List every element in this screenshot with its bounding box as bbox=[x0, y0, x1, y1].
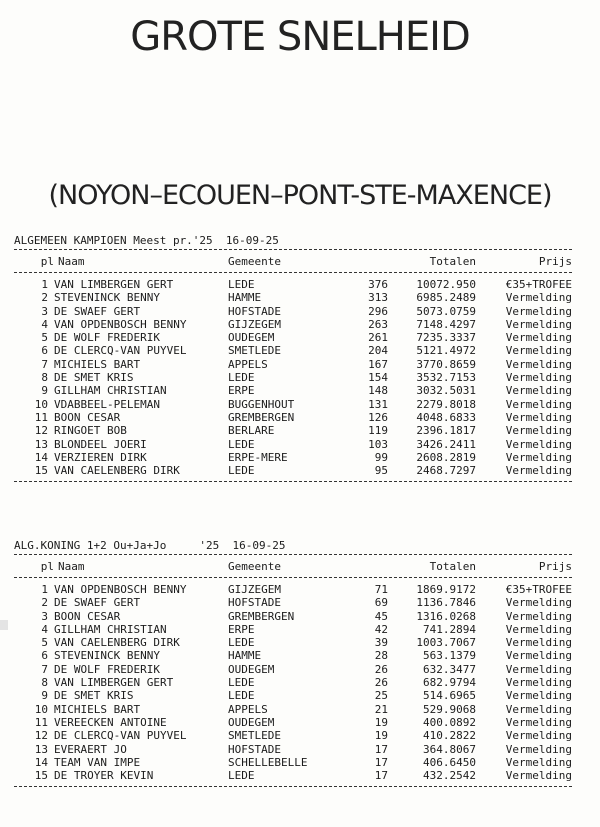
municipality-cell: LEDE bbox=[228, 437, 255, 451]
total-cell: 364.8067 bbox=[423, 742, 476, 756]
name-cell: STEVENINCK BENNY bbox=[54, 649, 160, 663]
municipality-cell: HOFSTADE bbox=[228, 742, 281, 756]
divider bbox=[14, 786, 572, 787]
count-cell: 131 bbox=[368, 397, 388, 411]
rank-cell: 15 bbox=[34, 464, 48, 478]
prize-cell: €35+TROFEE bbox=[505, 583, 572, 596]
rank-cell: 11 bbox=[34, 410, 48, 424]
rank-cell: 2 bbox=[41, 596, 48, 610]
column-header-row bbox=[14, 555, 580, 577]
prize-cell: Vermelding bbox=[505, 450, 572, 464]
name-cell: VERZIEREN DIRK bbox=[54, 450, 147, 464]
table-row bbox=[14, 438, 580, 451]
prize-cell: Vermelding bbox=[505, 596, 572, 610]
col-header-naam: Naam bbox=[58, 254, 85, 268]
table-row bbox=[14, 305, 580, 318]
name-cell: DE CLERCQ-VAN PUYVEL bbox=[54, 729, 187, 743]
name-cell: DE SWAEF GERT bbox=[54, 596, 141, 610]
table-row bbox=[14, 636, 580, 649]
rank-cell: 6 bbox=[41, 344, 48, 358]
rank-cell: 11 bbox=[34, 715, 48, 729]
table-row bbox=[14, 716, 580, 729]
count-cell: 296 bbox=[368, 304, 388, 318]
prize-cell: Vermelding bbox=[505, 636, 572, 650]
table-row bbox=[14, 596, 580, 609]
count-cell: 39 bbox=[374, 636, 388, 650]
municipality-cell: SMETLEDE bbox=[228, 344, 281, 358]
col-header-gemeente: Gemeente bbox=[228, 559, 281, 573]
prize-cell: Vermelding bbox=[505, 649, 572, 663]
col-header-totalen: Totalen bbox=[429, 254, 476, 268]
name-cell: BOON CESAR bbox=[54, 609, 121, 623]
rank-cell: 7 bbox=[41, 662, 48, 676]
prize-cell: Vermelding bbox=[505, 702, 572, 716]
total-cell: 3532.7153 bbox=[416, 371, 476, 385]
col-header-totalen: Totalen bbox=[429, 559, 476, 573]
municipality-cell: SCHELLEBELLE bbox=[228, 755, 308, 769]
rank-cell: 2 bbox=[41, 291, 48, 305]
count-cell: 26 bbox=[374, 662, 388, 676]
total-cell: 563.1379 bbox=[423, 649, 476, 663]
municipality-cell: LEDE bbox=[228, 464, 255, 478]
prize-cell: Vermelding bbox=[505, 344, 572, 358]
table-row bbox=[14, 583, 580, 596]
prize-cell: €35+TROFEE bbox=[505, 278, 572, 291]
total-cell: 406.6450 bbox=[423, 755, 476, 769]
name-cell: GILLHAM CHRISTIAN bbox=[54, 622, 167, 636]
table-row bbox=[14, 464, 580, 477]
col-header-prijs: Prijs bbox=[538, 254, 572, 268]
prize-cell: Vermelding bbox=[505, 715, 572, 729]
table-row bbox=[14, 344, 580, 357]
section-heading: ALGEMEEN KAMPIOEN Meest pr.'25 16-09-25 bbox=[14, 234, 279, 247]
col-header-pl: pl bbox=[40, 559, 54, 573]
table-row bbox=[14, 649, 580, 662]
race-route-subtitle: (NOYON–ECOUEN–PONT-STE-MAXENCE) bbox=[48, 180, 552, 211]
table-row bbox=[14, 729, 580, 742]
table-row bbox=[14, 278, 580, 291]
rank-cell: 12 bbox=[34, 424, 48, 438]
municipality-cell: APPELS bbox=[228, 357, 268, 371]
prize-cell: Vermelding bbox=[505, 464, 572, 478]
name-cell: DE TROYER KEVIN bbox=[54, 769, 154, 783]
table-row bbox=[14, 743, 580, 756]
count-cell: 95 bbox=[374, 464, 388, 478]
count-cell: 99 bbox=[374, 450, 388, 464]
total-cell: 529.9068 bbox=[423, 702, 476, 716]
total-cell: 3426.2411 bbox=[416, 437, 476, 451]
divider bbox=[14, 272, 572, 273]
total-cell: 5073.0759 bbox=[416, 304, 476, 318]
name-cell: MICHIELS BART bbox=[54, 357, 141, 371]
municipality-cell: LEDE bbox=[228, 769, 255, 783]
municipality-cell: GIJZEGEM bbox=[228, 583, 281, 596]
page-title: GROTE SNELHEID bbox=[130, 14, 470, 60]
rank-cell: 5 bbox=[41, 636, 48, 650]
total-cell: 682.9794 bbox=[423, 676, 476, 690]
prize-cell: Vermelding bbox=[505, 437, 572, 451]
total-cell: 10072.950 bbox=[416, 278, 476, 291]
name-cell: VEREECKEN ANTOINE bbox=[54, 715, 167, 729]
municipality-cell: SMETLEDE bbox=[228, 729, 281, 743]
rank-cell: 8 bbox=[41, 371, 48, 385]
total-cell: 432.2542 bbox=[423, 769, 476, 783]
count-cell: 263 bbox=[368, 317, 388, 331]
municipality-cell: LEDE bbox=[228, 689, 255, 703]
ranking-section-algemeen-kampioen bbox=[14, 233, 580, 482]
total-cell: 5121.4972 bbox=[416, 344, 476, 358]
prize-cell: Vermelding bbox=[505, 755, 572, 769]
table-row bbox=[14, 424, 580, 437]
municipality-cell: HOFSTADE bbox=[228, 304, 281, 318]
total-cell: 400.0892 bbox=[423, 715, 476, 729]
table-row bbox=[14, 676, 580, 689]
name-cell: GILLHAM CHRISTIAN bbox=[54, 384, 167, 398]
table-row bbox=[14, 663, 580, 676]
municipality-cell: OUDEGEM bbox=[228, 331, 275, 345]
name-cell: BOON CESAR bbox=[54, 410, 121, 424]
table-row bbox=[14, 398, 580, 411]
municipality-cell: GREMBERGEN bbox=[228, 609, 295, 623]
name-cell: VAN CAELENBERG DIRK bbox=[54, 464, 180, 478]
total-cell: 514.6965 bbox=[423, 689, 476, 703]
prize-cell: Vermelding bbox=[505, 331, 572, 345]
table-row bbox=[14, 610, 580, 623]
name-cell: VAN CAELENBERG DIRK bbox=[54, 636, 180, 650]
municipality-cell: GIJZEGEM bbox=[228, 317, 281, 331]
divider bbox=[14, 577, 572, 578]
municipality-cell: ERPE bbox=[228, 384, 255, 398]
count-cell: 25 bbox=[374, 689, 388, 703]
rank-cell: 3 bbox=[41, 609, 48, 623]
name-cell: RINGOET BOB bbox=[54, 424, 127, 438]
rank-cell: 5 bbox=[41, 331, 48, 345]
name-cell: DE SMET KRIS bbox=[54, 371, 134, 385]
prize-cell: Vermelding bbox=[505, 357, 572, 371]
prize-cell: Vermelding bbox=[505, 742, 572, 756]
table-row bbox=[14, 291, 580, 304]
name-cell: DE CLERCQ-VAN PUYVEL bbox=[54, 344, 187, 358]
count-cell: 28 bbox=[374, 649, 388, 663]
count-cell: 154 bbox=[368, 371, 388, 385]
prize-cell: Vermelding bbox=[505, 662, 572, 676]
total-cell: 2396.1817 bbox=[416, 424, 476, 438]
total-cell: 1003.7067 bbox=[416, 636, 476, 650]
prize-cell: Vermelding bbox=[505, 729, 572, 743]
municipality-cell: OUDEGEM bbox=[228, 715, 275, 729]
rank-cell: 14 bbox=[34, 450, 48, 464]
count-cell: 71 bbox=[374, 583, 388, 596]
total-cell: 2279.8018 bbox=[416, 397, 476, 411]
rank-cell: 10 bbox=[34, 397, 48, 411]
municipality-cell: ERPE-MERE bbox=[228, 450, 288, 464]
municipality-cell: APPELS bbox=[228, 702, 268, 716]
name-cell: DE SMET KRIS bbox=[54, 689, 134, 703]
prize-cell: Vermelding bbox=[505, 397, 572, 411]
rank-cell: 4 bbox=[41, 317, 48, 331]
rank-cell: 3 bbox=[41, 304, 48, 318]
total-cell: 6985.2489 bbox=[416, 291, 476, 305]
rank-cell: 10 bbox=[34, 702, 48, 716]
rank-cell: 7 bbox=[41, 357, 48, 371]
count-cell: 42 bbox=[374, 622, 388, 636]
ranking-table bbox=[14, 278, 580, 477]
rank-cell: 9 bbox=[41, 689, 48, 703]
table-row bbox=[14, 451, 580, 464]
total-cell: 4048.6833 bbox=[416, 410, 476, 424]
name-cell: VAN LIMBERGEN GERT bbox=[54, 676, 174, 690]
name-cell: DE WOLF FREDERIK bbox=[54, 662, 160, 676]
col-header-gemeente: Gemeente bbox=[228, 254, 281, 268]
total-cell: 7235.3337 bbox=[416, 331, 476, 345]
name-cell: DE SWAEF GERT bbox=[54, 304, 141, 318]
name-cell: TEAM VAN IMPE bbox=[54, 755, 141, 769]
table-row bbox=[14, 769, 580, 782]
count-cell: 26 bbox=[374, 676, 388, 690]
total-cell: 1869.9172 bbox=[416, 583, 476, 596]
municipality-cell: LEDE bbox=[228, 676, 255, 690]
ranking-table bbox=[14, 583, 580, 782]
table-row bbox=[14, 358, 580, 371]
count-cell: 126 bbox=[368, 410, 388, 424]
count-cell: 19 bbox=[374, 729, 388, 743]
scan-mark bbox=[0, 620, 8, 630]
table-row bbox=[14, 371, 580, 384]
municipality-cell: LEDE bbox=[228, 278, 255, 291]
table-row bbox=[14, 411, 580, 424]
prize-cell: Vermelding bbox=[505, 317, 572, 331]
prize-cell: Vermelding bbox=[505, 769, 572, 783]
table-row bbox=[14, 384, 580, 397]
name-cell: VAN OPDENBOSCH BENNY bbox=[54, 583, 187, 596]
count-cell: 148 bbox=[368, 384, 388, 398]
municipality-cell: OUDEGEM bbox=[228, 662, 275, 676]
prize-cell: Vermelding bbox=[505, 622, 572, 636]
col-header-pl: pl bbox=[40, 254, 54, 268]
name-cell: BLONDEEL JOERI bbox=[54, 437, 147, 451]
table-row bbox=[14, 623, 580, 636]
name-cell: VAN LIMBERGEN GERT bbox=[54, 278, 174, 291]
rank-cell: 1 bbox=[41, 278, 48, 291]
rank-cell: 6 bbox=[41, 649, 48, 663]
count-cell: 17 bbox=[374, 755, 388, 769]
count-cell: 17 bbox=[374, 769, 388, 783]
divider bbox=[14, 481, 572, 482]
total-cell: 7148.4297 bbox=[416, 317, 476, 331]
count-cell: 204 bbox=[368, 344, 388, 358]
count-cell: 119 bbox=[368, 424, 388, 438]
name-cell: EVERAERT JO bbox=[54, 742, 127, 756]
name-cell: VDABBEEL-PELEMAN bbox=[54, 397, 160, 411]
column-header-row bbox=[14, 250, 580, 272]
rank-cell: 14 bbox=[34, 755, 48, 769]
total-cell: 3770.8659 bbox=[416, 357, 476, 371]
municipality-cell: LEDE bbox=[228, 371, 255, 385]
municipality-cell: HOFSTADE bbox=[228, 596, 281, 610]
total-cell: 3032.5031 bbox=[416, 384, 476, 398]
count-cell: 103 bbox=[368, 437, 388, 451]
count-cell: 45 bbox=[374, 609, 388, 623]
prize-cell: Vermelding bbox=[505, 384, 572, 398]
ranking-section-alg-koning bbox=[14, 538, 580, 787]
prize-cell: Vermelding bbox=[505, 676, 572, 690]
count-cell: 167 bbox=[368, 357, 388, 371]
total-cell: 741.2894 bbox=[423, 622, 476, 636]
municipality-cell: ERPE bbox=[228, 622, 255, 636]
section-heading: ALG.KONING 1+2 Ou+Ja+Jo '25 16-09-25 bbox=[14, 539, 286, 552]
municipality-cell: BERLARE bbox=[228, 424, 275, 438]
name-cell: STEVENINCK BENNY bbox=[54, 291, 160, 305]
prize-cell: Vermelding bbox=[505, 410, 572, 424]
prize-cell: Vermelding bbox=[505, 371, 572, 385]
prize-cell: Vermelding bbox=[505, 609, 572, 623]
col-header-naam: Naam bbox=[58, 559, 85, 573]
total-cell: 632.3477 bbox=[423, 662, 476, 676]
municipality-cell: GREMBERGEN bbox=[228, 410, 295, 424]
table-row bbox=[14, 318, 580, 331]
count-cell: 261 bbox=[368, 331, 388, 345]
table-row bbox=[14, 331, 580, 344]
count-cell: 17 bbox=[374, 742, 388, 756]
municipality-cell: BUGGENHOUT bbox=[228, 397, 295, 411]
rank-cell: 8 bbox=[41, 676, 48, 690]
prize-cell: Vermelding bbox=[505, 689, 572, 703]
rank-cell: 1 bbox=[41, 583, 48, 596]
name-cell: VAN OPDENBOSCH BENNY bbox=[54, 317, 187, 331]
total-cell: 1136.7846 bbox=[416, 596, 476, 610]
municipality-cell: HAMME bbox=[228, 291, 262, 305]
rank-cell: 13 bbox=[34, 437, 48, 451]
municipality-cell: HAMME bbox=[228, 649, 262, 663]
count-cell: 69 bbox=[374, 596, 388, 610]
table-row bbox=[14, 703, 580, 716]
total-cell: 1316.0268 bbox=[416, 609, 476, 623]
rank-cell: 13 bbox=[34, 742, 48, 756]
count-cell: 376 bbox=[368, 278, 388, 291]
total-cell: 2608.2819 bbox=[416, 450, 476, 464]
count-cell: 313 bbox=[368, 291, 388, 305]
name-cell: MICHIELS BART bbox=[54, 702, 141, 716]
table-row bbox=[14, 756, 580, 769]
rank-cell: 4 bbox=[41, 622, 48, 636]
col-header-prijs: Prijs bbox=[538, 559, 572, 573]
name-cell: DE WOLF FREDERIK bbox=[54, 331, 160, 345]
prize-cell: Vermelding bbox=[505, 304, 572, 318]
rank-cell: 15 bbox=[34, 769, 48, 783]
municipality-cell: LEDE bbox=[228, 636, 255, 650]
prize-cell: Vermelding bbox=[505, 291, 572, 305]
total-cell: 2468.7297 bbox=[416, 464, 476, 478]
rank-cell: 12 bbox=[34, 729, 48, 743]
prize-cell: Vermelding bbox=[505, 424, 572, 438]
rank-cell: 9 bbox=[41, 384, 48, 398]
table-row bbox=[14, 689, 580, 702]
total-cell: 410.2822 bbox=[423, 729, 476, 743]
count-cell: 19 bbox=[374, 715, 388, 729]
count-cell: 21 bbox=[374, 702, 388, 716]
